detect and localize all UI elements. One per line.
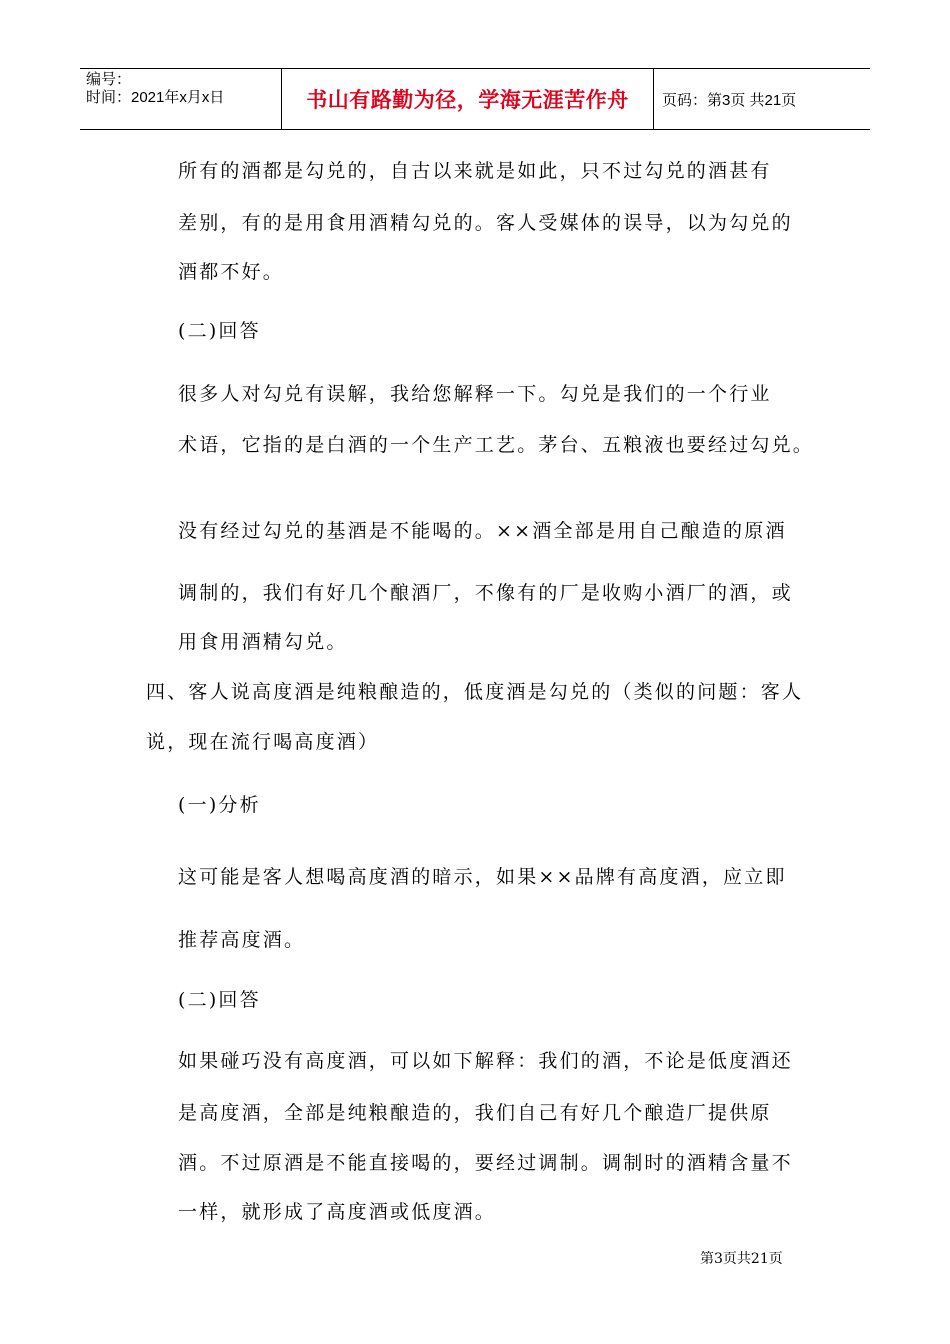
- section-title: 说，现在流行喝高度酒）: [146, 731, 380, 753]
- page-header: [80, 68, 870, 130]
- paragraph-line: 一样，就形成了高度酒或低度酒。: [178, 1201, 497, 1223]
- paragraph-line: 所有的酒都是勾兑的，自古以来就是如此，只不过勾兑的酒甚有: [178, 160, 772, 182]
- paragraph-line: 这可能是客人想喝高度酒的暗示，如果××品牌有高度酒，应立即: [178, 866, 787, 888]
- paragraph-line: 是高度酒，全部是纯粮酿造的，我们自己有好几个酿造厂提供原: [178, 1102, 772, 1124]
- header-page-cell: [654, 69, 870, 129]
- section-heading: (二)回答: [178, 989, 261, 1011]
- page-indicator: 页码：第3页 共21页: [662, 91, 797, 109]
- header-meta: [80, 69, 282, 129]
- paragraph-line: 推荐高度酒。: [178, 929, 306, 951]
- motto: 书山有路勤为径，学海无涯苦作舟: [306, 89, 629, 112]
- number-label: 编号：: [86, 71, 132, 88]
- time-label: 时间：2021年x月x日: [86, 89, 225, 106]
- paragraph-line: 调制的，我们有好几个酿酒厂，不像有的厂是收购小酒厂的酒，或: [178, 582, 793, 604]
- paragraph-line: 酒。不过原酒是不能直接喝的，要经过调制。调制时的酒精含量不: [178, 1152, 793, 1174]
- section-title: 四、客人说高度酒是纯粮酿造的，低度酒是勾兑的（类似的问题：客人: [146, 681, 804, 703]
- page-footer: 第3页共21页: [700, 1251, 783, 1267]
- header-motto-cell: [282, 69, 654, 129]
- paragraph-line: 很多人对勾兑有误解，我给您解释一下。勾兑是我们的一个行业: [178, 383, 772, 405]
- paragraph-line: 差别，有的是用食用酒精勾兑的。客人受媒体的误导，以为勾兑的: [178, 212, 793, 234]
- paragraph-line: 用食用酒精勾兑。: [178, 631, 348, 653]
- paragraph-line: 没有经过勾兑的基酒是不能喝的。××酒全部是用自己酿造的原酒: [178, 520, 787, 542]
- paragraph-line: 酒都不好。: [178, 261, 285, 283]
- paragraph-line: 如果碰巧没有高度酒，可以如下解释：我们的酒，不论是低度酒还: [178, 1050, 793, 1072]
- section-heading: (一)分析: [178, 794, 261, 816]
- paragraph-line: 术语，它指的是白酒的一个生产工艺。茅台、五粮液也要经过勾兑。: [178, 434, 815, 456]
- section-heading: (二)回答: [178, 320, 261, 342]
